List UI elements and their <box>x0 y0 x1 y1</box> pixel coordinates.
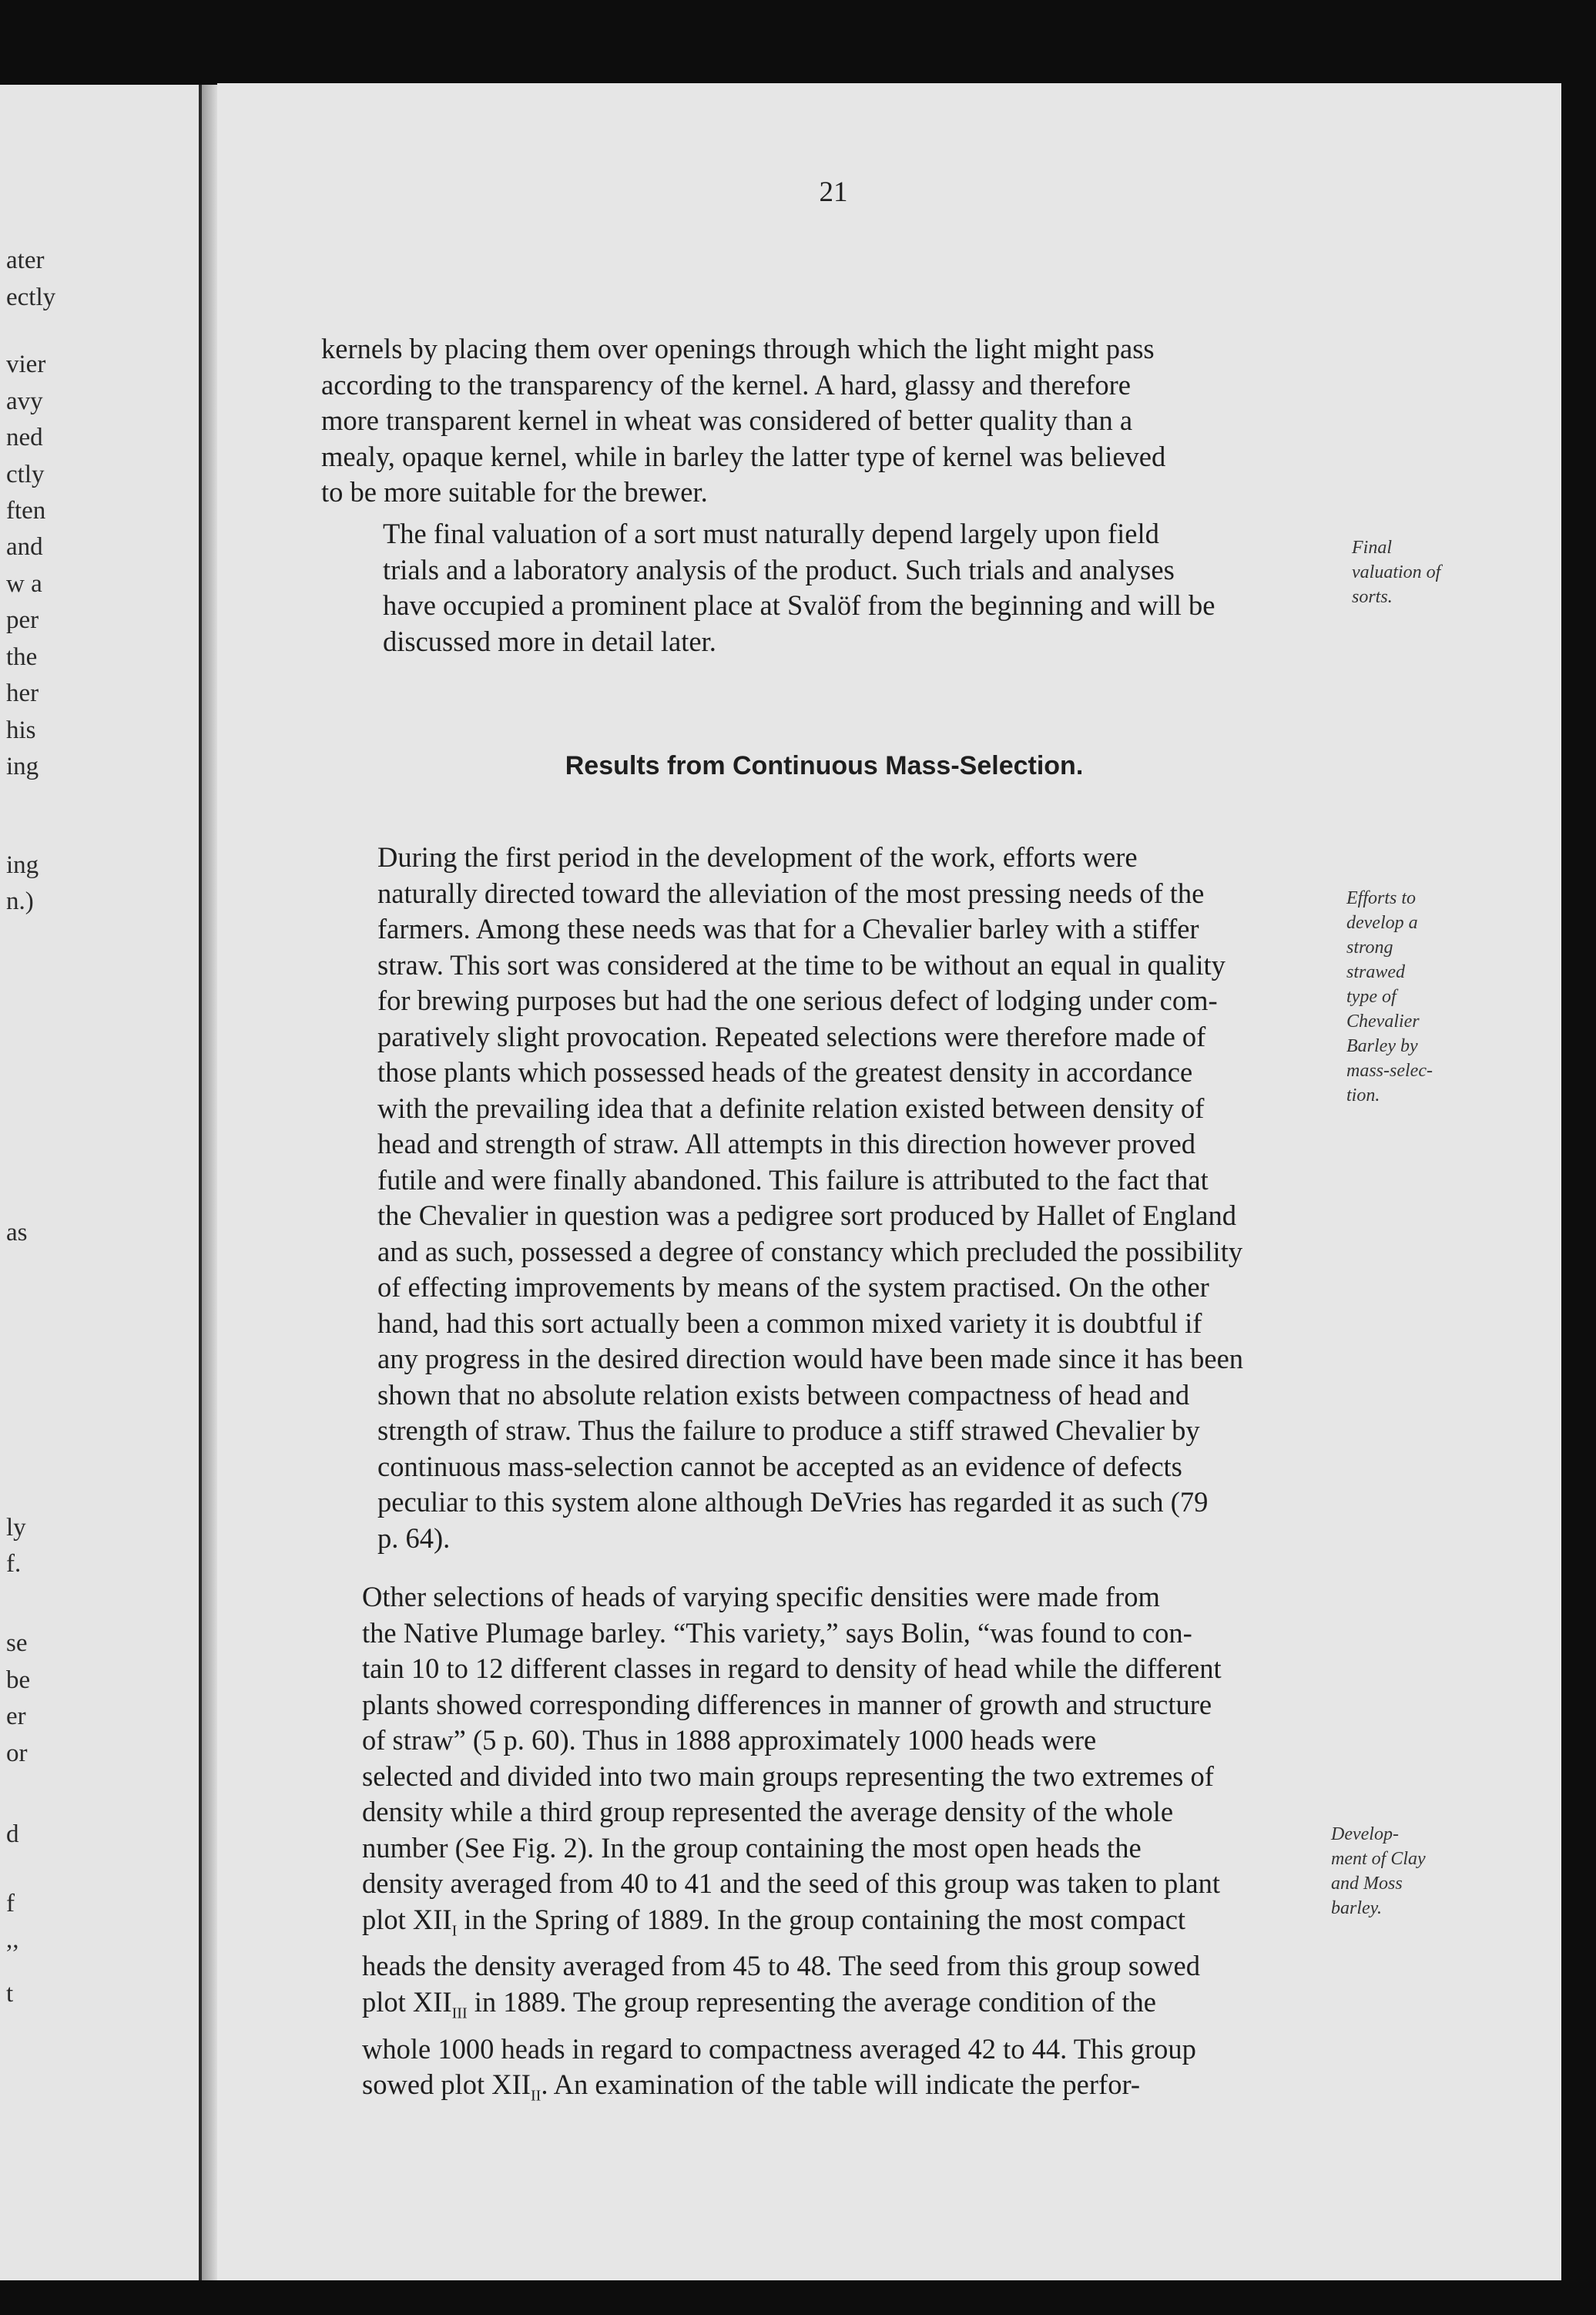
text-line: density while a third group represented the average density of the whole <box>362 1796 1174 1827</box>
left-page-fragment: the <box>6 643 38 671</box>
page-number: 21 <box>819 176 848 208</box>
text-line: and as such, possessed a degree of constancy which precluded the possibility <box>377 1235 1243 1267</box>
margin-note-line: strong <box>1346 938 1393 958</box>
margin-note-line: type of <box>1346 987 1396 1007</box>
margin-note-line: mass-selec- <box>1346 1061 1433 1081</box>
margin-note-line: and Moss <box>1331 1874 1403 1894</box>
text-line: according to the transparency of the kernel. A hard, glassy and therefore <box>321 368 1131 401</box>
left-page-fragment: ectly <box>6 284 56 311</box>
left-page-fragment: as <box>6 1219 28 1246</box>
text-line: naturally directed toward the alleviation of the most pressing needs of the <box>377 877 1205 909</box>
text-line: more transparent kernel in wheat was considered of better quality than a <box>321 404 1133 436</box>
margin-note-line: develop a <box>1346 913 1418 933</box>
text-line: plot $XII_{III}$ in 1889. The group representing the average condition of the <box>362 1985 1156 2022</box>
plot-subscript: III <box>451 2005 468 2022</box>
text-line: with the prevailing idea that a definite relation existed between density of <box>377 1092 1205 1124</box>
text-line: the Chevalier in question was a pedigree sort produced by Hallet of England <box>377 1199 1236 1231</box>
margin-note-line: barley. <box>1331 1898 1382 1918</box>
left-page-fragment: t <box>6 1980 14 2008</box>
text-line: futile and were finally abandoned. This failure is attributed to the fact that <box>377 1163 1209 1196</box>
text-line: those plants which possessed heads of the greatest density in accordance <box>377 1056 1193 1088</box>
paragraph-1 <box>321 331 1338 511</box>
text-line: peculiar to this system alone although DeVries has regarded it as such (79 <box>377 1486 1209 1518</box>
left-page-fragment: w a <box>6 570 42 598</box>
left-page-fragment: and <box>6 533 43 561</box>
text-line: have occupied a prominent place at Svalöf from the beginning and will be <box>383 589 1215 621</box>
left-page-fragment: d <box>6 1820 19 1848</box>
text-line: for brewing purposes but had the one serious defect of lodging under com- <box>377 985 1218 1016</box>
text-line: trials and a laboratory analysis of the product. Such trials and analyses <box>383 553 1175 585</box>
text-line: heads the density averaged from 45 to 48. The seed from this group sowed <box>362 1950 1200 1982</box>
margin-note-line: ment of Clay <box>1331 1849 1426 1869</box>
text-line: farmers. Among these needs was that for a Chevalier barley with a stiffer <box>377 913 1199 944</box>
text-line: tain 10 to 12 different classes in regard to density of head while the different <box>362 1652 1222 1684</box>
left-page-fragment: f. <box>6 1550 22 1578</box>
margin-note-line: sorts. <box>1352 587 1393 607</box>
left-page-fragment: her <box>6 679 39 707</box>
margin-note-line: Develop- <box>1331 1824 1399 1844</box>
margin-note-line: Efforts to <box>1346 888 1417 908</box>
book-spine-shadow <box>202 85 219 2280</box>
margin-note-clay-moss-barley <box>1331 1822 1426 1921</box>
text-line: head and strength of straw. All attempts in this direction however proved <box>377 1128 1195 1159</box>
margin-note-line: tion. <box>1346 1085 1380 1105</box>
left-page-fragment: ned <box>6 424 43 451</box>
text-line: to be more suitable for the brewer. <box>321 476 708 508</box>
left-page-fragment: per <box>6 606 39 634</box>
text-line: strength of straw. Thus the failure to produce a stiff strawed Chevalier by <box>377 1414 1200 1446</box>
text-line: plants showed corresponding differences in manner of growth and structure <box>362 1688 1212 1720</box>
left-page-fragment: ly <box>6 1514 26 1542</box>
paragraph-2 <box>321 516 1338 659</box>
text-line: selected and divided into two main groups representing the two extremes of <box>362 1760 1214 1792</box>
text-line: the Native Plumage barley. “This variety,” says Bolin, “was found to con- <box>362 1616 1192 1649</box>
left-page-edge <box>0 85 202 2280</box>
margin-note-line: Final <box>1352 538 1392 558</box>
left-page-fragment: er <box>6 1703 26 1730</box>
paragraph-4 <box>302 1579 1325 2114</box>
left-page-fragment: ctly <box>6 461 45 488</box>
left-page-fragment: or <box>6 1740 28 1767</box>
left-page-fragment: avy <box>6 388 43 415</box>
text-line: plot $XII_I$ in the Spring of 1889. In the group containing the most compact <box>362 1903 1186 1939</box>
text-line: During the first period in the development of the work, efforts were <box>377 841 1138 873</box>
text-line: The final valuation of a sort must naturally depend largely upon field <box>383 518 1159 549</box>
margin-note-line: Chevalier <box>1346 1012 1420 1032</box>
left-page-fragment: se <box>6 1629 28 1657</box>
text-line: straw. This sort was considered at the time to be without an equal in quality <box>377 948 1226 981</box>
margin-note-final-valuation <box>1352 535 1440 609</box>
text-line: mealy, opaque kernel, while in barley the latter type of kernel was believed <box>321 440 1166 472</box>
plot-subscript: I <box>451 1921 458 1939</box>
text-line: of effecting improvements by means of the system practised. On the other <box>377 1271 1209 1303</box>
text-line: paratively slight provocation. Repeated selections were therefore made of <box>377 1020 1206 1052</box>
text-line: whole 1000 heads in regard to compactness averaged 42 to 44. This group <box>362 2032 1196 2065</box>
left-page-fragment: vier <box>6 351 46 378</box>
text-line: hand, had this sort actually been a common mixed variety it is doubtful if <box>377 1307 1202 1339</box>
text-line: any progress in the desired direction would have been made since it has been <box>377 1343 1244 1374</box>
text-line: continuous mass-selection cannot be accepted as an evidence of defects <box>377 1450 1182 1482</box>
left-page-fragment: his <box>6 716 36 744</box>
margin-note-line: valuation of <box>1352 562 1441 582</box>
left-page-fragment: f <box>6 1890 15 1917</box>
text-line: kernels by placing them over openings through which the light might pass <box>321 333 1155 364</box>
margin-note-line: Barley by <box>1346 1036 1418 1056</box>
text-line: p. 64). <box>377 1522 451 1554</box>
left-page-fragment: ing <box>6 753 39 780</box>
left-page-fragment: ater <box>6 247 45 274</box>
text-line: shown that no absolute relation exists between compactness of head and <box>377 1378 1190 1411</box>
text-line: sowed plot $XII_{II}$. An examination of the table will indicate the perfor- <box>362 2068 1141 2105</box>
paragraph-3 <box>308 840 1331 1556</box>
margin-note-efforts-chevalier <box>1346 886 1433 1108</box>
text-line: density averaged from 40 to 41 and the seed of this group was taken to plant <box>362 1867 1220 1899</box>
text-line: discussed more in detail later. <box>383 625 716 657</box>
text-line: number (See Fig. 2). In the group containing the most open heads the <box>362 1831 1142 1864</box>
left-page-fragment: n.) <box>6 887 34 915</box>
left-page-fragment: ing <box>6 851 39 879</box>
text-line: of straw” (5 p. 60). Thus in 1888 approximately 1000 heads were <box>362 1724 1097 1756</box>
plot-subscript: II <box>530 2087 542 2105</box>
text-line: Other selections of heads of varying specific densities were made from <box>362 1581 1160 1612</box>
left-page-fragment: be <box>6 1666 31 1694</box>
section-heading: Results from Continuous Mass-Selection. <box>565 751 1084 780</box>
left-page-fragment: ,, <box>6 1926 19 1954</box>
margin-note-line: strawed <box>1346 962 1406 982</box>
left-page-fragment: ften <box>6 497 46 525</box>
